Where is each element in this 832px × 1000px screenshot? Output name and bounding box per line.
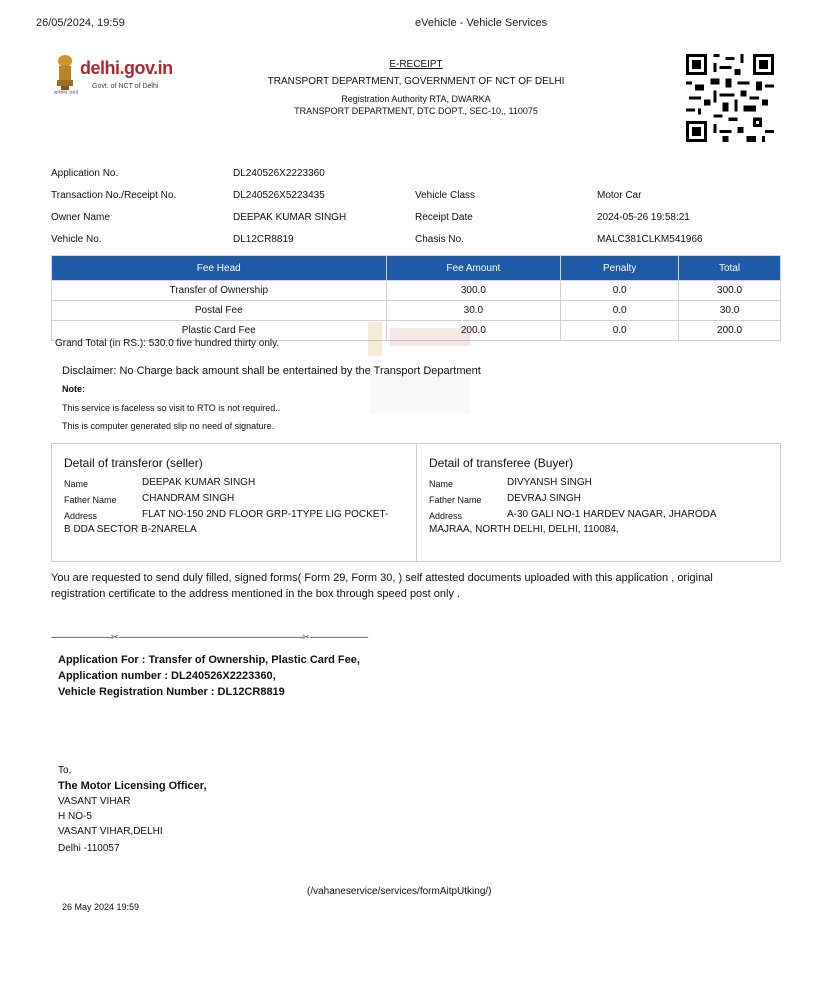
address-line-1: VASANT VIHAR — [58, 796, 131, 807]
cut-line-segment: ------------------------------ — [51, 632, 111, 642]
slip-application-number: Application number : DL240526X2223360, — [58, 670, 276, 682]
buyer-panel — [417, 444, 780, 561]
chassis-no-value: MALC381CLKM541966 — [597, 234, 703, 245]
note-line-1: This service is faceless so visit to RTO is not required.. — [62, 403, 281, 413]
footer-date: 26 May 2024 19:59 — [62, 902, 140, 912]
chassis-no-label: Chasis No. — [415, 234, 464, 245]
owner-name-value: DEEPAK KUMAR SINGH — [233, 212, 347, 223]
department-title: TRANSPORT DEPARTMENT, GOVERNMENT OF NCT OF DELHI — [267, 76, 565, 87]
fee-head-cell: Plastic Card Fee — [52, 321, 387, 341]
address-officer: The Motor Licensing Officer, — [58, 780, 207, 792]
buyer-address-label: Address — [429, 511, 463, 521]
scissors-icon: ✂ — [302, 632, 310, 642]
fee-amount-header: Fee Amount — [386, 256, 561, 281]
receipt-date-value: 2024-05-26 19:58:21 — [597, 212, 690, 223]
note-line-2: This is computer generated slip no need of signature. — [62, 421, 275, 431]
cut-line-segment: ----------------------------- — [309, 632, 368, 642]
transfer-details-box — [51, 443, 781, 562]
table-row — [52, 281, 781, 301]
penalty-header: Penalty — [561, 256, 679, 281]
seller-address-line-1: FLAT NO-150 2ND FLOOR GRP-1TYPE LIG POCKET- — [142, 509, 389, 520]
receipt-date-label: Receipt Date — [415, 212, 473, 223]
grand-total: Grand Total (in RS.): 530.0 five hundred thirty only. — [55, 338, 280, 349]
address-to: To, — [58, 765, 72, 776]
slip-application-for: Application For : Transfer of Ownership, Plastic Card Fee, — [58, 654, 360, 666]
footer-url: (/vahaneservice/services/formAitpUtking/) — [307, 886, 492, 897]
fee-head-cell: Postal Fee — [52, 301, 387, 321]
total-header: Total — [679, 256, 781, 281]
logo-motto-text: सत्यमेव जयते — [54, 90, 79, 96]
seller-address-label: Address — [64, 511, 98, 521]
address-line-4: Delhi -110057 — [58, 843, 120, 854]
instructions-line-2: registration certificate to the address mentioned in the box through speed post only . — [51, 588, 461, 600]
seller-heading: Detail of transferor (seller) — [64, 456, 203, 470]
buyer-name-value: DIVYANSH SINGH — [507, 477, 592, 488]
total-cell: 200.0 — [679, 321, 781, 341]
scissors-icon: ✂ — [110, 632, 119, 642]
logo-gov-text: Govt. of NCT of Delhi — [92, 83, 159, 90]
owner-name-label: Owner Name — [51, 212, 110, 223]
buyer-father-value: DEVRAJ SINGH — [507, 493, 581, 504]
application-no-value: DL240526X2223360 — [233, 168, 325, 179]
cut-line-segment: -------------------------------------------------------------------------------------------- — [118, 632, 303, 642]
fee-amount-cell: 30.0 — [386, 301, 561, 321]
buyer-address-line-1: A-30 GALI NO-1 HARDEV NAGAR, JHARODA — [507, 509, 717, 520]
print-page-title: eVehicle - Vehicle Services — [415, 17, 548, 29]
transaction-no-label: Transaction No./Receipt No. — [51, 190, 177, 201]
logo-site-text: delhi.gov.in — [80, 58, 173, 78]
vehicle-no-label: Vehicle No. — [51, 234, 102, 245]
note-label: Note: — [62, 384, 85, 394]
buyer-address-line-2: MAJRAA, NORTH DELHI, DELHI, 110084, — [429, 524, 619, 535]
vehicle-class-label: Vehicle Class — [415, 190, 476, 201]
penalty-cell: 0.0 — [561, 321, 679, 341]
buyer-father-label: Father Name — [429, 495, 482, 505]
slip-vehicle-registration: Vehicle Registration Number : DL12CR8819 — [58, 686, 285, 698]
receipt-title: E-RECEIPT — [389, 59, 443, 70]
buyer-heading: Detail of transferee (Buyer) — [429, 456, 574, 470]
transaction-no-value: DL240526X5223435 — [233, 190, 325, 201]
seller-panel — [52, 444, 417, 561]
seller-name-label: Name — [64, 479, 89, 489]
seller-name-value: DEEPAK KUMAR SINGH — [142, 477, 256, 488]
seller-father-value: CHANDRAM SINGH — [142, 493, 235, 504]
instructions-line-1: You are requested to send duly filled, signed forms( Form 29, Form 30, ) self attested documents uploaded with this application , original — [51, 572, 713, 584]
vehicle-class-value: Motor Car — [597, 190, 642, 201]
authority-line: Registration Authority RTA, DWARKA — [341, 94, 491, 104]
total-cell: 300.0 — [679, 281, 781, 301]
buyer-name-label: Name — [429, 479, 454, 489]
address-line-2: H NO-5 — [58, 811, 92, 822]
disclaimer-text: Disclaimer: No Charge back amount shall be entertained by the Transport Department — [62, 365, 481, 377]
vehicle-no-value: DL12CR8819 — [233, 234, 294, 245]
application-no-label: Application No. — [51, 168, 119, 179]
fee-amount-cell: 300.0 — [386, 281, 561, 301]
department-address: TRANSPORT DEPARTMENT, DTC DOPT., SEC-10,, 110075 — [294, 106, 538, 116]
address-line-3: VASANT VIHAR,DELHI — [58, 826, 163, 837]
total-cell: 30.0 — [679, 301, 781, 321]
seller-father-label: Father Name — [64, 495, 117, 505]
fee-head-header: Fee Head — [52, 256, 387, 281]
fee-table-header-row — [52, 256, 781, 281]
penalty-cell: 0.0 — [561, 281, 679, 301]
fee-amount-cell: 200.0 — [386, 321, 561, 341]
cut-line — [51, 632, 368, 643]
qr-code-icon — [686, 54, 774, 142]
print-datetime: 26/05/2024, 19:59 — [36, 17, 125, 29]
fee-head-cell: Transfer of Ownership — [52, 281, 387, 301]
seller-address-line-2: B DDA SECTOR B-2NARELA — [64, 524, 197, 535]
penalty-cell: 0.0 — [561, 301, 679, 321]
